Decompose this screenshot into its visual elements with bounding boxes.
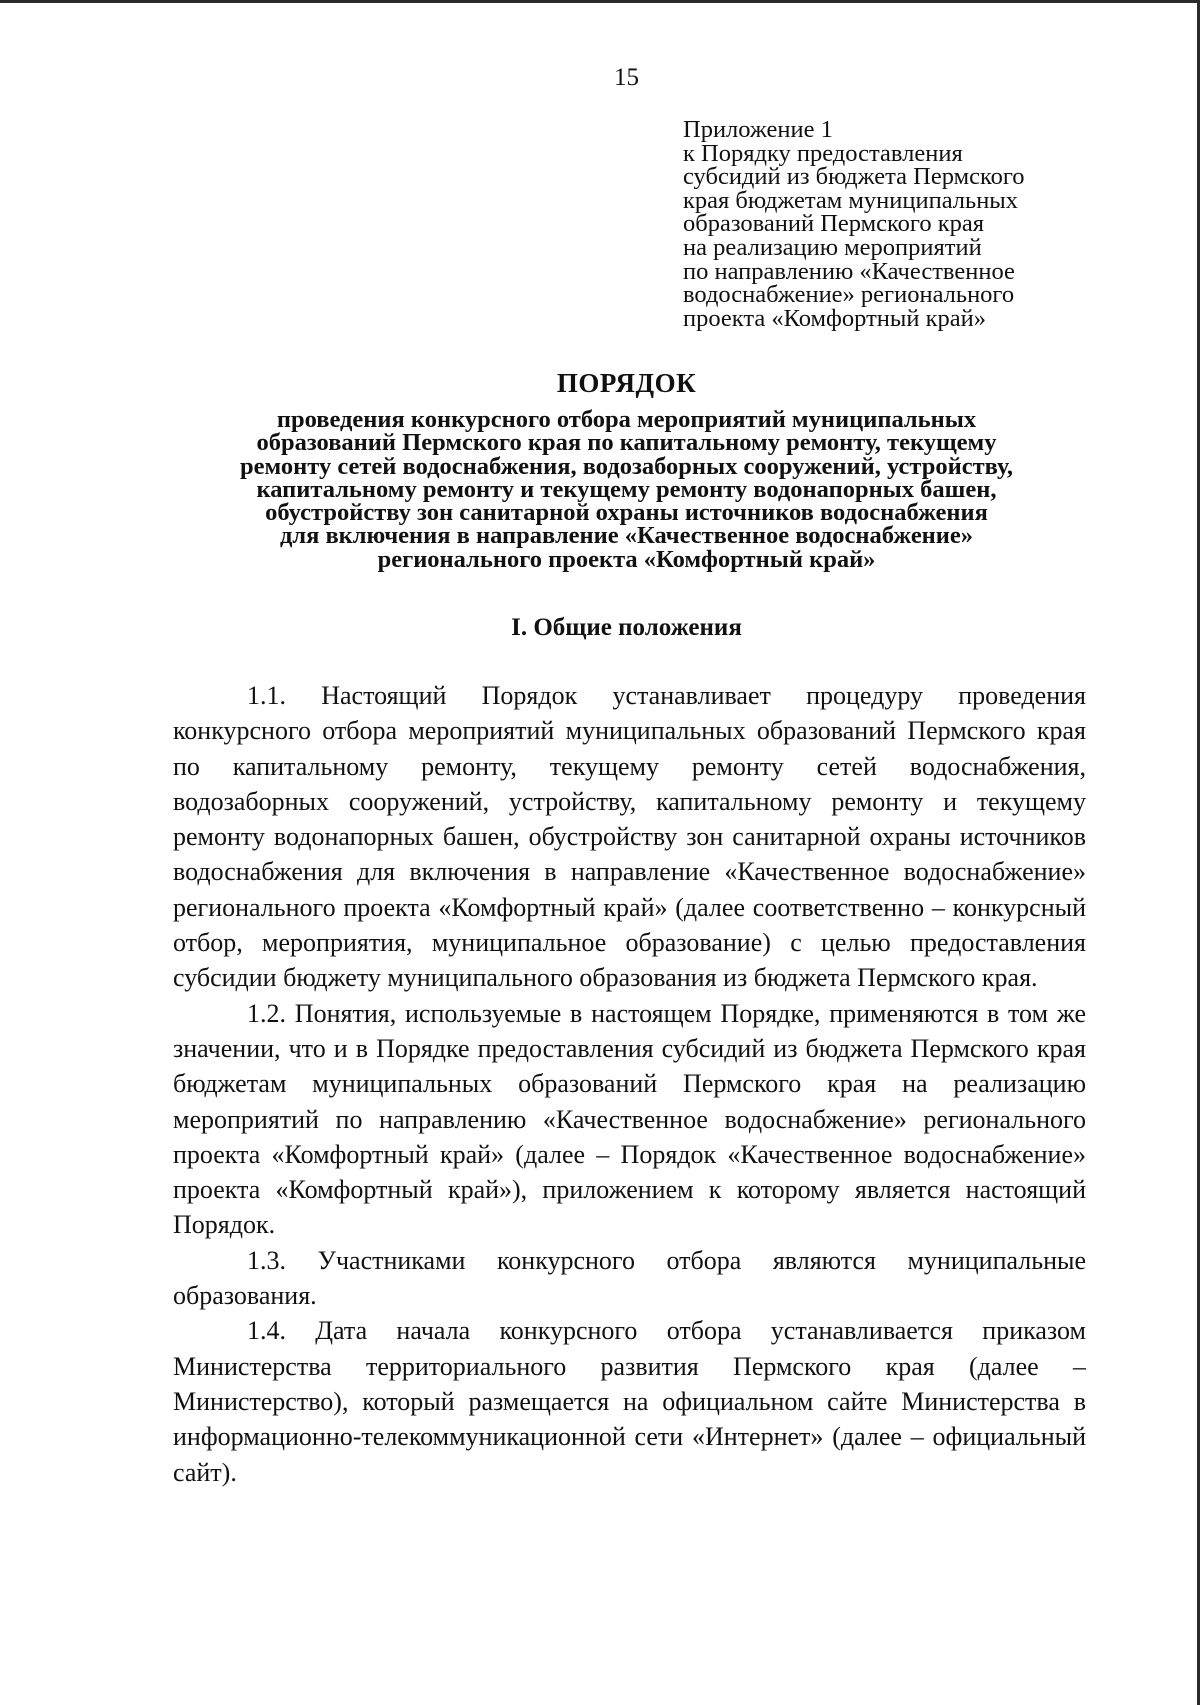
- appendix-line: проекта «Комфортный край»: [683, 304, 986, 332]
- appendix-line: на реализацию мероприятий: [683, 233, 982, 261]
- appendix-line: по направлению «Качественное: [683, 257, 1015, 285]
- paragraph-1-2: 1.2. Понятия, используемые в настоящем Порядке, применяются в том же значении, что и в Порядке предоставления субсидий из бюджета Пермского края бюджетам муниципальных образований Пермского края на реализацию мероприятий по направлению «Качественное водоснабжение» регионального проекта «Комфортный край» (далее – Порядок «Качественное водоснабжение» проекта «Комфортный край»), приложением к которому является настоящий Порядок.: [173, 998, 1086, 1240]
- appendix-note: [683, 118, 1103, 330]
- scan-border-top: [0, 0, 1200, 3]
- appendix-line: края бюджетам муниципальных: [683, 186, 1019, 214]
- paragraph-1-3: 1.3. Участниками конкурсного отбора являются муниципальные образования.: [173, 1245, 1086, 1311]
- page-number: 15: [614, 64, 639, 91]
- subtitle-line: для включения в направление «Качественное водоснабжение»: [279, 522, 974, 550]
- paragraph-1-4: 1.4. Дата начала конкурсного отбора устанавливается приказом Министерства территориального развития Пермского края (далее – Министерство), который размещается на официальном сайте Министерства в информационно-телекоммуникационной сети «Интернет» (далее – официальный сайт).: [173, 1316, 1086, 1487]
- subtitle-line: капитальному ремонту и текущему ремонту водонапорных башен,: [256, 475, 997, 503]
- appendix-line: к Порядку предоставления: [683, 139, 963, 167]
- paragraph-1-1: 1.1. Настоящий Порядок устанавливает процедуру проведения конкурсного отбора мероприятий муниципальных образований Пермского края по капитальному ремонту, текущему ремонту сетей водоснабжения, водозаборных сооружений, устройству, капитальному ремонту и текущему ремонту водонапорных башен, обустройству зон санитарной охраны источников водоснабжения для включения в направление «Качественное водоснабжение» регионального проекта «Комфортный край» (далее соответственно – конкурсный отбор, мероприятия, муниципальное образование) с целью предоставления субсидии бюджету муниципального образования из бюджета Пермского края.: [173, 681, 1086, 993]
- appendix-line: Приложение 1: [683, 116, 833, 143]
- subtitle-line: образований Пермского края по капитальному ремонту, текущему: [256, 429, 997, 457]
- subtitle-line: регионального проекта «Комфортный край»: [377, 545, 876, 573]
- subtitle-line: ремонту сетей водоснабжения, водозаборных сооружений, устройству,: [240, 452, 1013, 480]
- document-subtitle: [140, 408, 1113, 571]
- appendix-line: субсидий из бюджета Пермского: [683, 163, 1025, 191]
- appendix-line: водоснабжение» регионального: [683, 281, 1015, 309]
- section-heading: I. Общие положения: [511, 614, 742, 641]
- subtitle-line: обустройству зон санитарной охраны источников водоснабжения: [265, 499, 988, 527]
- subtitle-line: проведения конкурсного отбора мероприятий муниципальных: [276, 406, 977, 433]
- document-title: ПОРЯДОК: [556, 368, 697, 398]
- appendix-line: образований Пермского края: [683, 210, 985, 238]
- section-body: [173, 678, 1086, 1490]
